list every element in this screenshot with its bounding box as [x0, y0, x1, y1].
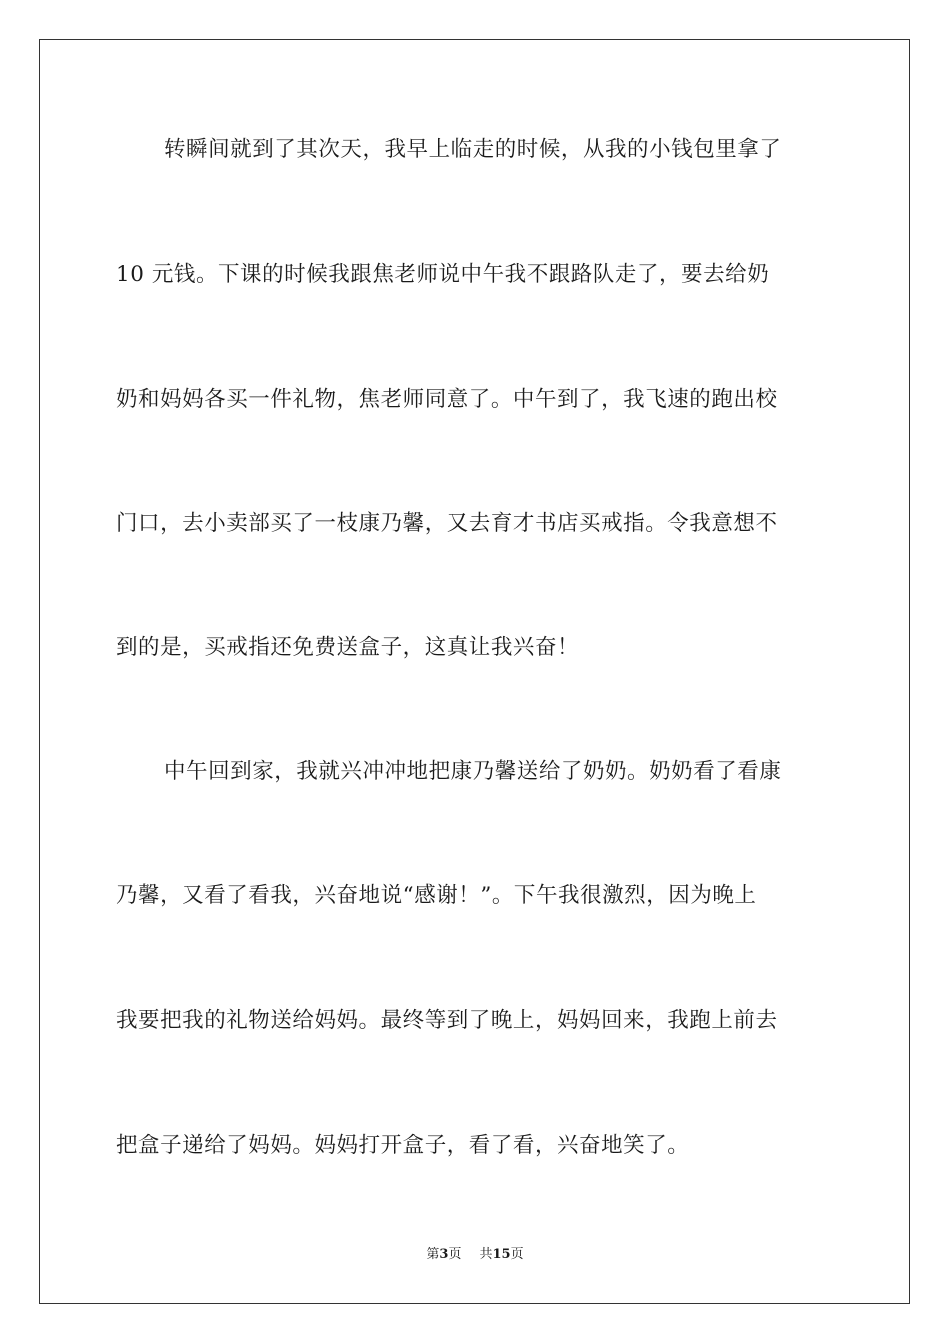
page-footer: [0, 1246, 950, 1264]
page-suffix: 页: [448, 1247, 462, 1262]
paragraph-1-line-5: 到的是，买戒指还免费送盒子，这真让我兴奋！: [116, 635, 580, 660]
paragraph-2-line-3: 我要把我的礼物送给妈妈。最终等到了晚上，妈妈回来，我跑上前去: [116, 1008, 778, 1033]
paragraph-1-line-3: 奶和妈妈各买一件礼物，焦老师同意了。中午到了，我飞速的跑出校: [116, 387, 778, 412]
paragraph-1-line-2: 10 元钱。下课的时候我跟焦老师说中午我不跟路队走了，要去给奶: [116, 262, 770, 287]
paragraph-1-line-4: 门口，去小卖部买了一枝康乃馨，又去育才书店买戒指。令我意想不: [116, 511, 778, 536]
page-prefix: 第: [426, 1247, 440, 1262]
total-prefix: 共: [479, 1247, 493, 1262]
paragraph-2-line-4: 把盒子递给了妈妈。妈妈打开盒子，看了看，兴奋地笑了。: [116, 1133, 690, 1158]
page-number: 3: [439, 1247, 449, 1262]
paragraph-1-line-1: 转瞬间就到了其次天，我早上临走的时候，从我的小钱包里拿了: [164, 137, 782, 162]
paragraph-2-line-1: 中午回到家，我就兴冲冲地把康乃馨送给了奶奶。奶奶看了看康: [164, 759, 782, 784]
total-pages: 15: [492, 1247, 511, 1262]
paragraph-2-line-2: 乃馨，又看了看我，兴奋地说“感谢！”。下午我很激烈，因为晚上: [116, 883, 757, 908]
total-suffix: 页: [510, 1247, 524, 1262]
page-border: [39, 39, 910, 1304]
